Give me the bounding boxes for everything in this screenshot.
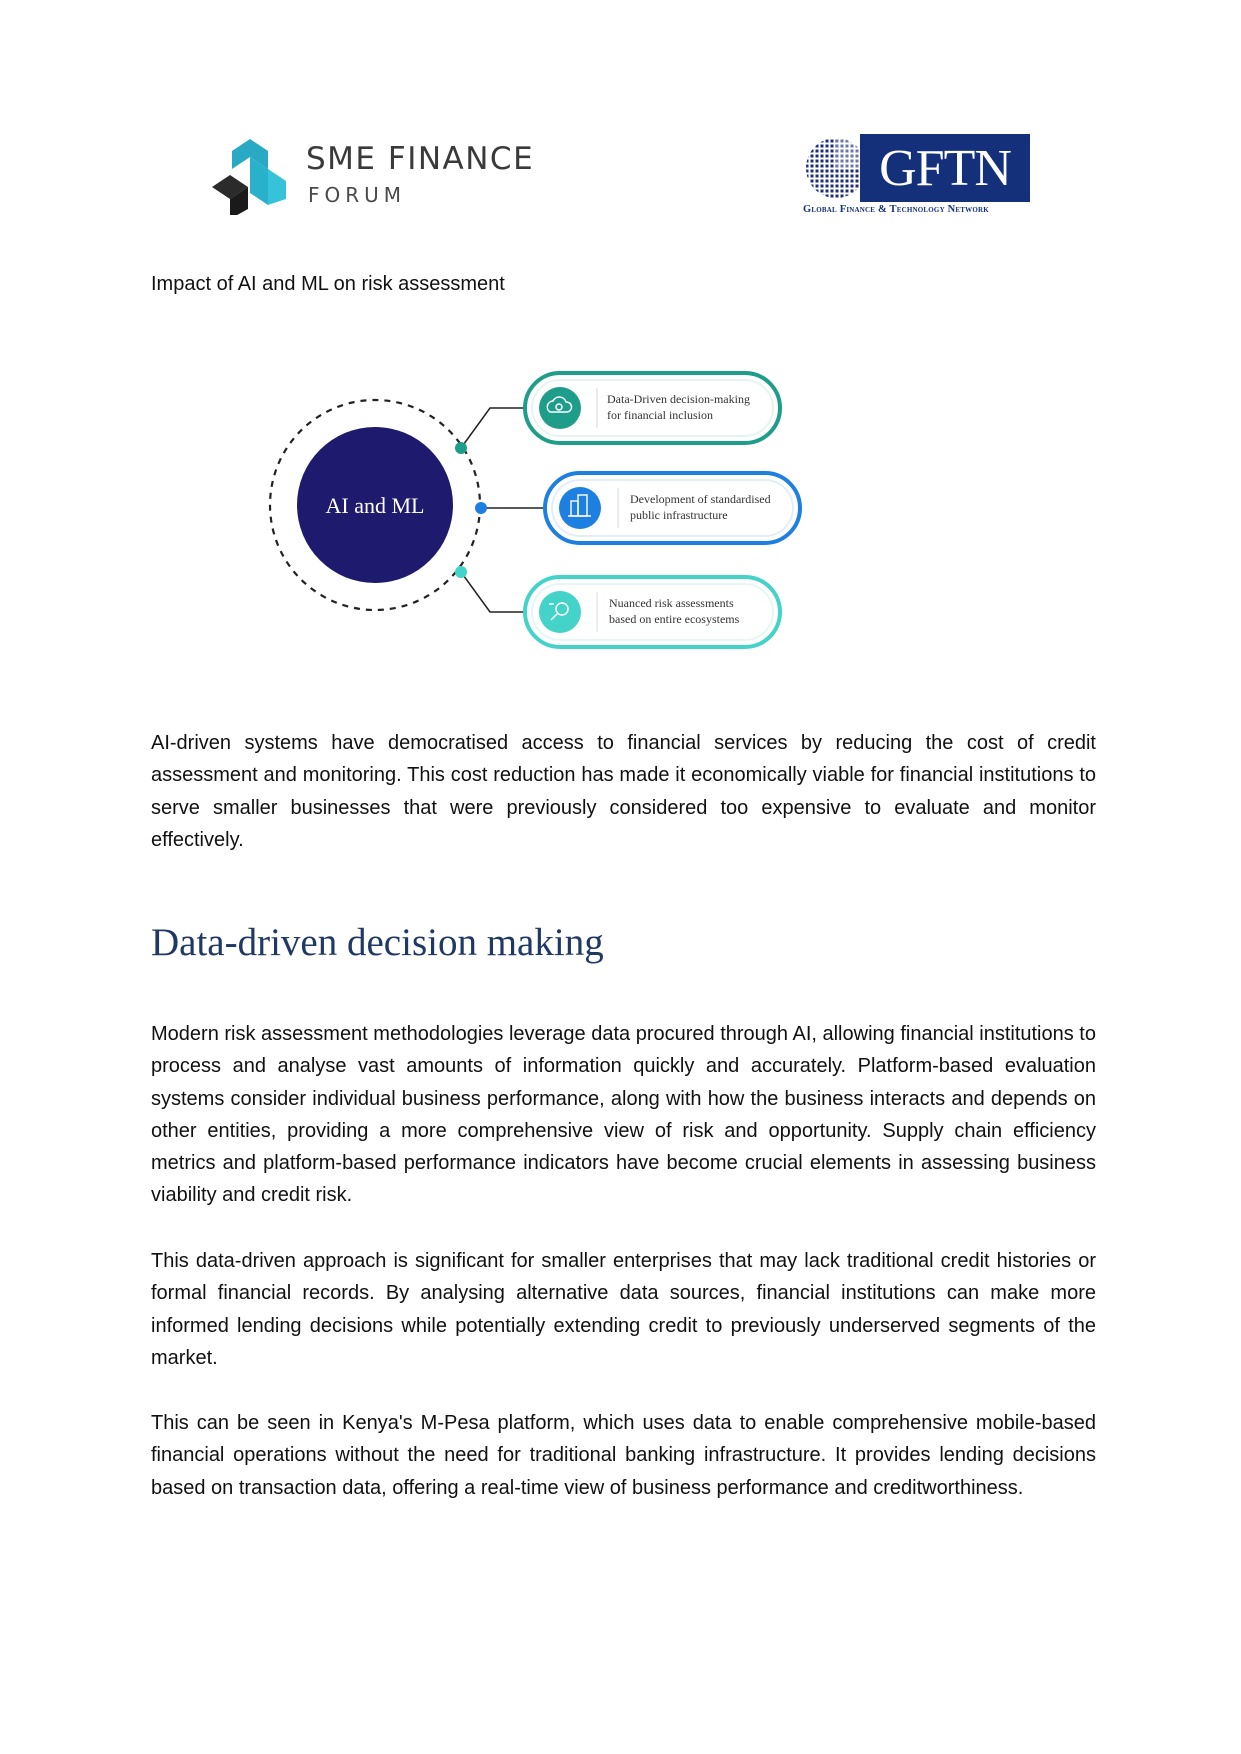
sme-logo-subtitle: FORUM bbox=[308, 183, 407, 207]
intro-paragraph: AI-driven systems have democratised access to financial services by reducing the cost of credit assessment and monitoring. This cost reduction has made it economically viable for financial institutions to serve smaller businesses that were previously considered too expensive to evaluate and monitor effectively. bbox=[151, 732, 1096, 851]
sme-logo-title: SME FINANCE bbox=[306, 141, 535, 177]
sme-logo-mark-icon bbox=[210, 135, 300, 215]
paragraph-2: This data-driven approach is significant for smaller enterprises that may lack traditional credit histories or formal financial records. By analysing alternative data sources, financial institutions can make more informed lending decisions while potentially extending credit to previously underserved segments of the market. bbox=[151, 1250, 1096, 1369]
dot-top bbox=[455, 442, 467, 454]
connector-top bbox=[461, 408, 525, 448]
sme-finance-forum-logo bbox=[210, 135, 540, 215]
gftn-logo bbox=[800, 132, 1040, 222]
dot-middle bbox=[475, 502, 487, 514]
globe-icon bbox=[800, 134, 866, 204]
gftn-logo-title: GFTN bbox=[879, 139, 1011, 197]
item-risk-assessment bbox=[525, 577, 780, 647]
dot-bottom bbox=[455, 566, 467, 578]
item-3-line-2: based on entire ecosystems bbox=[609, 612, 740, 626]
item-1-line-2: for financial inclusion bbox=[607, 408, 713, 422]
item-data-driven bbox=[525, 373, 780, 443]
connector-bottom bbox=[461, 572, 525, 612]
center-label: AI and ML bbox=[325, 493, 425, 518]
section-heading: Data-driven decision making bbox=[151, 921, 604, 964]
item-3-line-1: Nuanced risk assessments bbox=[609, 596, 734, 610]
item-infrastructure bbox=[545, 473, 800, 543]
gftn-wordmark bbox=[860, 134, 1030, 202]
item-2-line-2: public infrastructure bbox=[630, 508, 728, 522]
gftn-logo-tagline: Global Finance & Technology Network bbox=[803, 204, 989, 215]
paragraph-3: This can be seen in Kenya's M-Pesa platform, which uses data to enable comprehensive mobile-based financial operations without the need for traditional banking infrastructure. It provides lending decisions based on transaction data, offering a real-time view of business performance and creditworthiness. bbox=[151, 1412, 1096, 1499]
item-2-line-1: Development of standardised bbox=[630, 492, 771, 506]
paragraph-1: Modern risk assessment methodologies leverage data procured through AI, allowing financial institutions to process and analyse vast amounts of information quickly and accurately. Platform-based evaluation systems consider individual business performance, along with how the business interacts and depends on other entities, providing a more comprehensive view of risk and opportunity. Supply chain efficiency metrics and platform-based performance indicators have become crucial elements in assessing business viability and credit risk. bbox=[151, 1023, 1096, 1207]
ai-ml-diagram bbox=[260, 360, 860, 670]
figure-caption: Impact of AI and ML on risk assessment bbox=[151, 273, 505, 295]
item-1-line-1: Data-Driven decision-making bbox=[607, 392, 750, 406]
